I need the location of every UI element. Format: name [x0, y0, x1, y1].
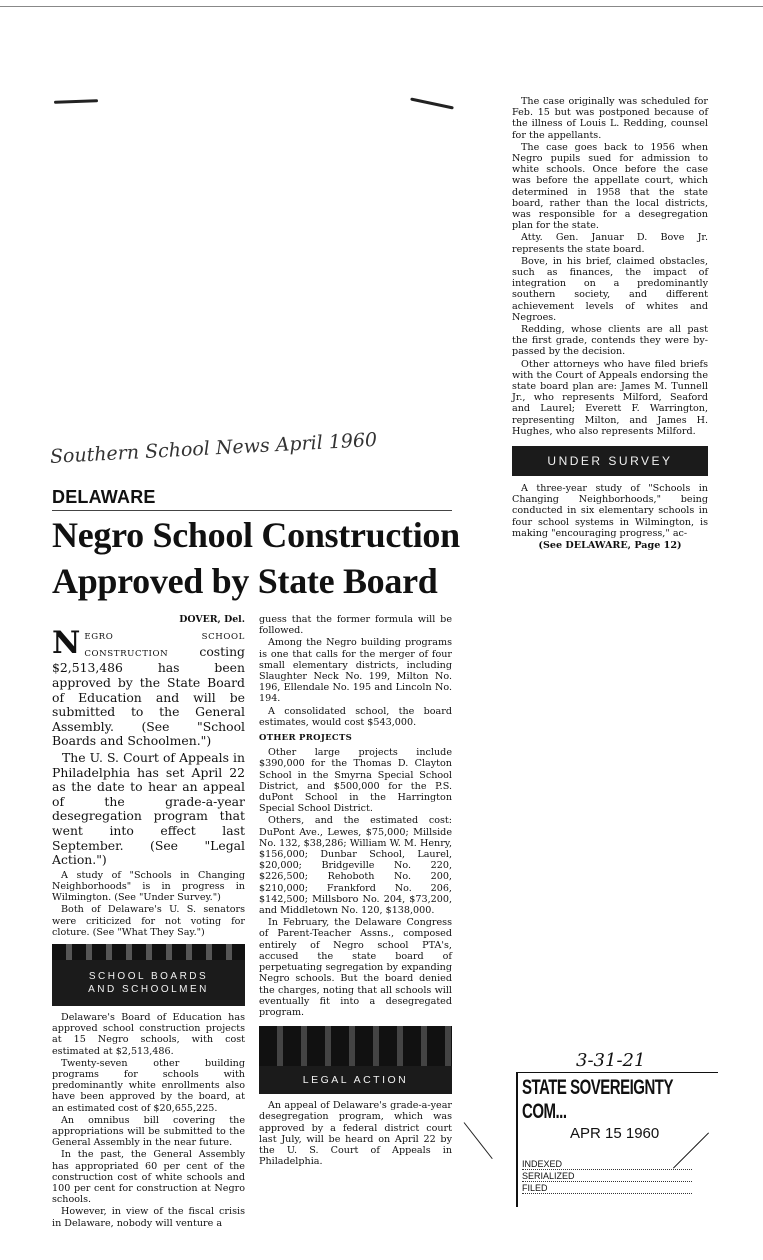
- paragraph: An omnibus bill covering the appropriations will be submitted to the General Assembly in the near future.: [52, 1114, 245, 1149]
- subhead-other-projects: OTHER PROJECTS: [259, 733, 353, 744]
- headline: [52, 512, 462, 604]
- stamp-handwritten-number: 3-31-21: [576, 1050, 646, 1071]
- right-paragraph: The case originally was scheduled for Feb. 15 but was postponed because of the illness of Louis L. Redding, counsel for the appellants.: [512, 96, 708, 141]
- paragraph: Other large projects include $390,000 for the Thomas D. Clayton School in the Smyrna Special School District, and $500,000 for the P.S. duPont School in the Harrington Special School District.: [259, 747, 452, 815]
- under-survey-ref: (See DELAWARE, Page 12): [538, 540, 682, 552]
- legal-action-banner-text: LEGAL ACTION: [302, 1073, 409, 1086]
- paragraph: Among the Negro building programs is one that calls for the merger of four small elementary districts, including Slaughter Neck No. 199, Milton No. 196, Ellendale No. 195 and Lincoln No. 194.: [259, 637, 452, 705]
- under-survey-paragraph: A three-year study of "Schools in Changing Neighborhoods," being conducted in six elementary schools in four school systems in Wilmington, is making "encouraging progress," ac-: [512, 483, 708, 539]
- stamp-box: [516, 1072, 718, 1207]
- stamp-date: APR 15 1960: [570, 1125, 660, 1142]
- handwritten-source-note: Southern School News April 1960: [49, 428, 378, 468]
- scan-mark-left: [54, 99, 98, 104]
- lead-paragraph: [52, 625, 245, 749]
- paragraph: Twenty-seven other building programs for schools with predominantly white enrollments also have been approved by the board, at an estimated cost of $20,655,225.: [52, 1057, 245, 1114]
- section-label: DELAWARE: [52, 487, 156, 507]
- right-paragraph: Bove, in his brief, claimed obstacles, such as finances, the impact of integration on a predominantly southern society, and different achievement levels of whites and Negroes.: [512, 255, 708, 323]
- paragraph: Both of Delaware's U. S. senators were criticized for not voting for cloture. (See "What They Say."): [52, 904, 245, 938]
- right-column-article: [512, 96, 708, 438]
- paragraph: In the past, the General Assembly has appropriated 60 per cent of the construction cost of white schools and 100 per cent for construction at Negro schools.: [52, 1149, 245, 1206]
- paragraph: guess that the former formula will be followed.: [259, 614, 452, 637]
- lead-caps: EGRO SCHOOL CONSTRUCTION: [84, 632, 245, 659]
- section-rule: [52, 510, 452, 511]
- under-survey-banner-text: UNDER SURVEY: [547, 454, 673, 468]
- under-survey-banner: [512, 446, 708, 476]
- column-1: [52, 614, 245, 1230]
- banner-line-2: AND SCHOOLMEN: [88, 983, 209, 995]
- stamp-row-filed: FILED: [522, 1183, 692, 1194]
- paragraph: However, in view of the fiscal crisis in Delaware, nobody will venture a: [52, 1206, 245, 1229]
- scan-top-border: [0, 6, 763, 7]
- under-survey-text: [512, 483, 708, 552]
- dateline: DOVER, Del.: [179, 614, 245, 625]
- right-paragraph: Atty. Gen. Januar D. Bove Jr. represents the state board.: [512, 232, 708, 255]
- paragraph: In February, the Delaware Congress of Parent-Teacher Assns., composed entirely of Negro school PTA's, accused the state board of perpetuating segregation by expanding Negro schools. But the board denied the charges, noting that all schools will eventually fit into a desegregated program.: [259, 917, 452, 1018]
- banner-photo-strip: [52, 944, 245, 960]
- filing-stamp: [516, 1050, 716, 1210]
- school-boards-banner: [52, 944, 245, 1006]
- paragraph: Others, and the estimated cost: DuPont Ave., Lewes, $75,000; Millside No. 132, $38,286; William W. M. Henry, $156,000; Dunbar School, Laurel, $20,000; Bridgeville No. 220, $226,500; Rehoboth No. 200, $210,000; Frankford No. 206, $142,500; Millsboro No. 204, $73,200, and Middletown No. 120, $138,000.: [259, 815, 452, 917]
- stamp-header: STATE SOVEREIGNTY COM...: [522, 1075, 673, 1124]
- pen-mark: [464, 1122, 493, 1159]
- paragraph: A study of "Schools in Changing Neighborhoods" is in progress in Wilmington. (See "Under Survey."): [52, 869, 245, 904]
- paragraph: An appeal of Delaware's grade-a-year desegregation program, which was approved by a federal district court last July, will be heard on April 22 by the U. S. Court of Appeals in Philadelphia.: [259, 1100, 452, 1168]
- headline-line-1: Negro School Construction: [52, 515, 460, 555]
- lead-story: [52, 625, 245, 868]
- column-2: [259, 614, 452, 1168]
- right-paragraph: Other attorneys who have filed briefs with the Court of Appeals endorsing the state board plan are: James M. Tunnell Jr., who represents Milford, Seaford and Laurel; Everett F. Warrington, representing Milton, and James H. Hughes, who also represents Milford.: [512, 358, 708, 437]
- lead-text: costing $2,513,486 has been approved by the State Board of Education and will be submitted to the General Assembly. (See "School Boards and Schoolmen."): [52, 643, 245, 749]
- right-paragraph: Redding, whose clients are all past the first grade, contends they were by-passed by the decision.: [512, 324, 708, 358]
- scan-mark-right: [410, 97, 454, 109]
- paragraph: A consolidated school, the board estimates, would cost $543,000.: [259, 705, 452, 728]
- banner-photo-strip: [259, 1026, 452, 1066]
- banner-line-1: SCHOOL BOARDS: [88, 970, 209, 982]
- headline-line-2: Approved by State Board: [52, 561, 438, 601]
- stamp-row-indexed: INDEXED: [522, 1159, 692, 1170]
- legal-action-banner: [259, 1026, 452, 1094]
- drop-cap: N: [52, 625, 81, 662]
- lead-paragraph-2: The U. S. Court of Appeals in Philadelphia has set April 22 as the date to hear an appeal of the grade-a-year desegregation program that went into effect last September. (See "Legal Action."): [52, 749, 245, 868]
- stamp-row-serialized: SERIALIZED: [522, 1171, 692, 1182]
- paragraph: Delaware's Board of Education has approved school construction projects at 15 Negro schools, with cost estimated at $2,513,486.: [52, 1011, 245, 1057]
- right-paragraph: The case goes back to 1956 when Negro pupils sued for admission to white schools. Once before the case was before the appellate court, which determined in 1958 that the state board, rather than the local districts, was responsible for a desegregation plan for the state.: [512, 141, 708, 232]
